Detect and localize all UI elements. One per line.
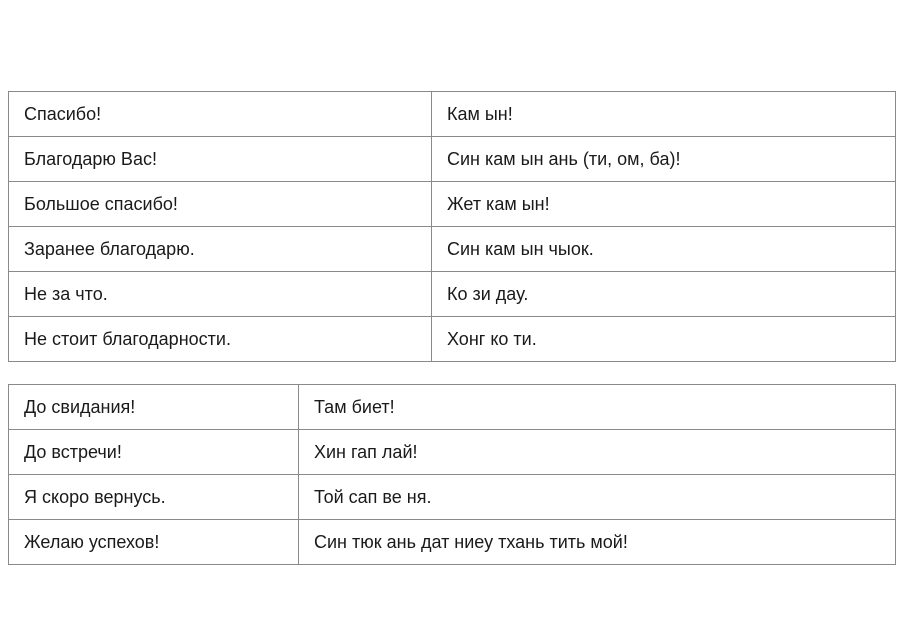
table-row — [9, 317, 896, 362]
translation-cell: Жет кам ын! — [432, 182, 896, 227]
table-row — [9, 520, 896, 565]
table-row — [9, 475, 896, 520]
table-row — [9, 272, 896, 317]
russian-phrase-cell: Не стоит благодарности. — [9, 317, 432, 362]
russian-phrase-cell: Большое спасибо! — [9, 182, 432, 227]
russian-phrase-cell: До свидания! — [9, 385, 299, 430]
russian-phrase-cell: Желаю успехов! — [9, 520, 299, 565]
translation-cell: Той сап ве ня. — [299, 475, 896, 520]
translation-cell: Кам ын! — [432, 92, 896, 137]
table-row — [9, 385, 896, 430]
table-row — [9, 137, 896, 182]
table-row — [9, 430, 896, 475]
russian-phrase-cell: Спасибо! — [9, 92, 432, 137]
translation-cell: Там биет! — [299, 385, 896, 430]
table-row — [9, 182, 896, 227]
table-row — [9, 227, 896, 272]
russian-phrase-cell: Я скоро вернусь. — [9, 475, 299, 520]
phrase-table-goodbye — [8, 384, 896, 565]
table-row — [9, 92, 896, 137]
translation-cell: Ко зи дау. — [432, 272, 896, 317]
phrase-table-thanks — [8, 91, 896, 362]
translation-cell: Хонг ко ти. — [432, 317, 896, 362]
translation-cell: Син тюк ань дат ниеу тхань тить мой! — [299, 520, 896, 565]
translation-cell: Син кам ын ань (ти, ом, ба)! — [432, 137, 896, 182]
translation-cell: Хин гап лай! — [299, 430, 896, 475]
translation-cell: Син кам ын чыок. — [432, 227, 896, 272]
russian-phrase-cell: До встречи! — [9, 430, 299, 475]
russian-phrase-cell: Заранее благодарю. — [9, 227, 432, 272]
russian-phrase-cell: Не за что. — [9, 272, 432, 317]
russian-phrase-cell: Благодарю Вас! — [9, 137, 432, 182]
